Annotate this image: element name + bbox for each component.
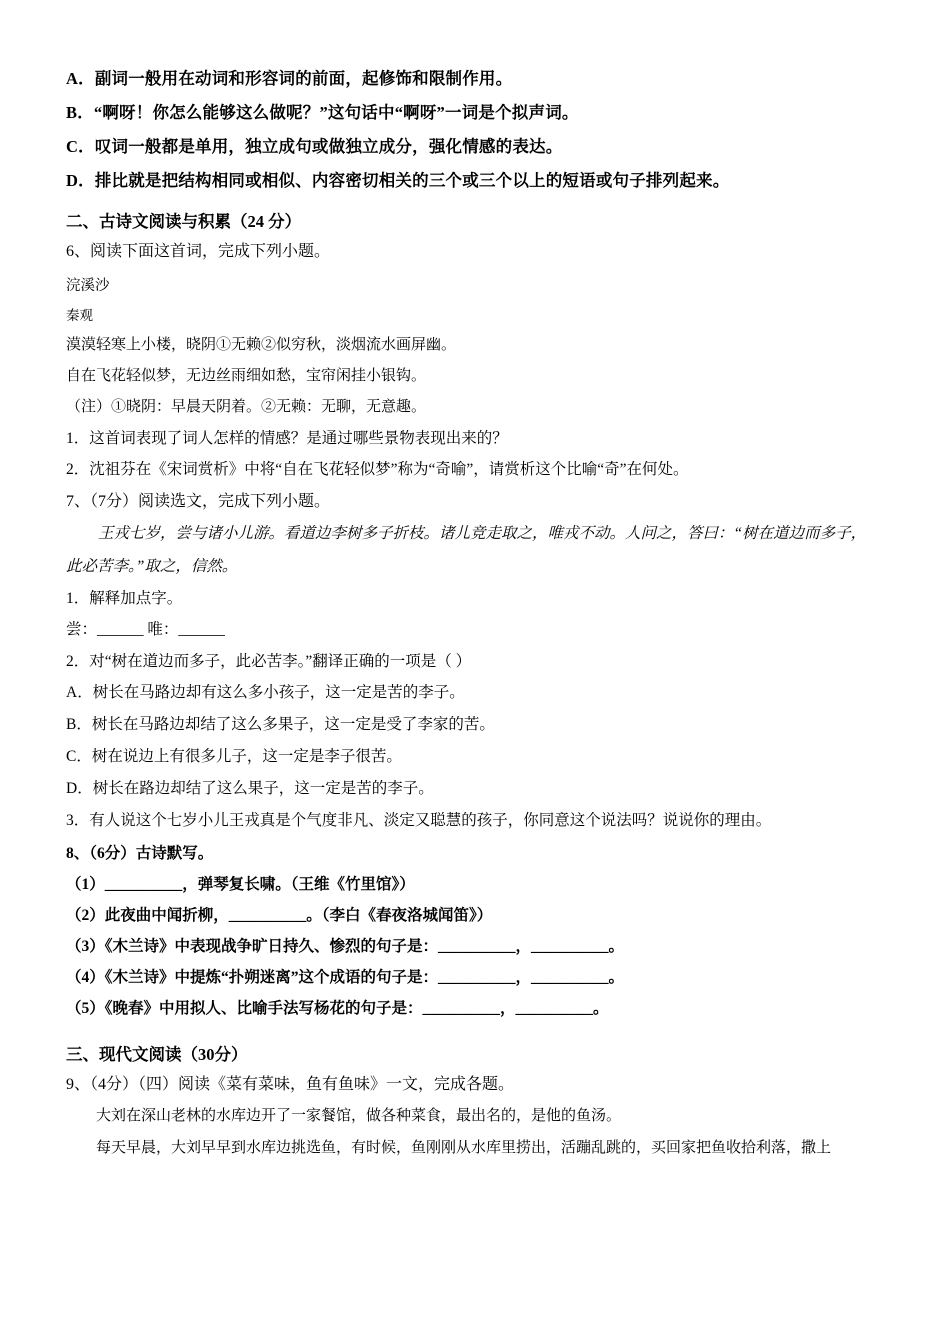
- option-c: [66, 130, 906, 164]
- question-7-choice-a-text: 树长在马路边却有这么多小孩子，这一定是苦的李子。: [92, 684, 465, 701]
- section-2-heading: 二、古诗文阅读与积累（24 分）: [66, 212, 302, 231]
- option-d-label: D．: [66, 171, 95, 190]
- question-6-stem: 6、阅读下面这首词，完成下列小题。: [66, 243, 331, 260]
- question-7-choice-b: [66, 709, 906, 741]
- question-8-stem: 8、（6分）古诗默写。: [66, 845, 214, 862]
- option-c-text: 叹词一般都是单用，独立成句或做独立成分，强化情感的表达。: [94, 137, 563, 156]
- question-6-1: 1．这首词表现了词人怎样的情感？是通过哪些景物表现出来的？: [66, 430, 508, 447]
- question-7-stem: 7、（7分）阅读选文，完成下列小题。: [66, 493, 331, 510]
- option-a-text: 副词一般用在动词和形容词的前面，起修饰和限制作用。: [94, 69, 513, 88]
- question-8-item-2: （2）此夜曲中闻折柳，__________。（李白《春夜洛城闻笛》）: [66, 907, 493, 924]
- question-7-passage-line-1: 王戎七岁，尝与诸小儿游。看道边李树多子折枝。诸儿竞走取之，唯戎不动。人问之，答曰：“树在道边而多子，: [98, 525, 867, 542]
- question-7-choice-c-text: 树在说边上有很多儿子，这一定是李子很苦。: [91, 748, 402, 765]
- option-a-label: A．: [66, 69, 95, 88]
- question-7-3: 3．有人说这个七岁小儿王戎真是个气度非凡、淡定又聪慧的孩子，你同意这个说法吗？说说你的理由。: [66, 812, 772, 829]
- question-7-choice-d: [66, 773, 906, 805]
- option-a: [66, 62, 906, 96]
- question-9-paragraph-2: 每天早晨，大刘早早到水库边挑选鱼，有时候，鱼刚刚从水库里捞出，活蹦乱跳的，买回家把鱼收拾利落，撒上: [96, 1140, 832, 1156]
- question-7-choice-b-text: 树长在马路边却结了这么多果子，这一定是受了李家的苦。: [91, 716, 495, 733]
- question-8-item-3: （3）《木兰诗》中表现战争旷日持久、惨烈的句子是：__________，__________。: [66, 938, 625, 955]
- option-b-label: B．: [66, 103, 94, 122]
- option-d-text: 排比就是把结构相同或相似、内容密切相关的三个或三个以上的短语或句子排列起来。: [94, 171, 730, 190]
- question-8-item-1: （1）__________，弹琴复长啸。（王维《竹里馆》）: [66, 876, 415, 893]
- page-content: [66, 62, 906, 1164]
- question-7-choice-d-text: 树长在路边却结了这么果子，这一定是苦的李子。: [92, 780, 434, 797]
- question-9-stem: 9、（4分）（四）阅读《菜有菜味，鱼有鱼味》一文，完成各题。: [66, 1076, 515, 1093]
- option-b: [66, 96, 906, 130]
- question-7-choice-a: [66, 677, 906, 709]
- question-7-choice-c: [66, 741, 906, 773]
- option-b-text: “啊呀！你怎么能够这么做呢？”这句话中“啊呀”一词是个拟声词。: [93, 103, 579, 122]
- question-6-2: 2．沈祖芬在《宋词赏析》中将“自在飞花轻似梦”称为“奇喻”，请赏析这个比喻“奇”在何处。: [66, 461, 689, 478]
- section-3-heading: 三、现代文阅读（30分）: [66, 1045, 248, 1064]
- poem-line-2: 自在飞花轻似梦，无边丝雨细如愁，宝帘闲挂小银钩。: [66, 368, 427, 384]
- question-7-passage-line-2: 此必苦李。”取之，信然。: [66, 558, 238, 575]
- poem-note: （注）①晓阴：早晨天阴着。②无赖：无聊，无意趣。: [66, 399, 427, 415]
- poem-title: 浣溪沙: [66, 278, 110, 294]
- option-c-label: C．: [66, 137, 95, 156]
- poem-author: 秦观: [66, 308, 93, 323]
- question-7-choice-b-label: B．: [66, 716, 92, 733]
- poem-line-1: 漠漠轻寒上小楼，晓阴①无赖②似穷秋，淡烟流水画屏幽。: [66, 337, 457, 353]
- question-8-item-4: （4）《木兰诗》中提炼“扑朔迷离”这个成语的句子是：__________，__________。: [66, 969, 625, 986]
- question-7-choice-d-label: D．: [66, 780, 93, 797]
- option-d: [66, 164, 906, 198]
- question-7-1: 1．解释加点字。: [66, 590, 183, 607]
- question-7-choice-c-label: C．: [66, 748, 92, 765]
- question-7-1-blanks: 尝：______ 唯：______: [66, 621, 225, 638]
- question-9-paragraph-1: 大刘在深山老林的水库边开了一家餐馆，做各种菜食，最出名的，是他的鱼汤。: [96, 1108, 622, 1124]
- question-8-item-5: （5）《晚春》中用拟人、比喻手法写杨花的句子是：__________，__________。: [66, 1000, 609, 1017]
- question-7-2: 2．对“树在道边而多子，此必苦李。”翻译正确的一项是（ ）: [66, 653, 472, 670]
- question-7-choice-a-label: A．: [66, 684, 93, 701]
